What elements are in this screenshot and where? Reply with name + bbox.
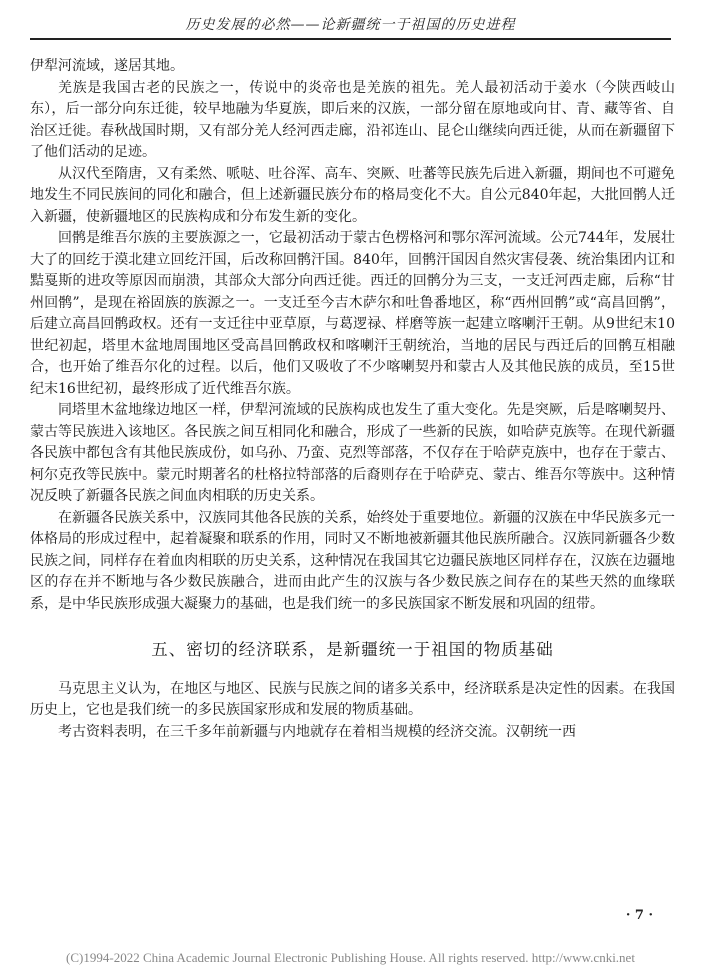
- article-body: [30, 56, 675, 743]
- paragraph-7: 考古资料表明，在三千多年前新疆与内地就存在着相当规模的经济交流。汉朝统一西: [58, 723, 576, 740]
- copyright-footer: (C)1994-2022 China Academic Journal Electronic Publishing House. All rights reserved. http://www.cnki.net: [66, 950, 635, 965]
- section-heading: 五、密切的经济联系，是新疆统一于祖国的物质基础: [151, 640, 554, 659]
- paragraph-5: 在新疆各民族关系中，汉族同其他各民族的关系，始终处于重要地位。新疆的汉族在中华民族多元一体格局的形成过程中，起着凝聚和联系的作用，同时又不断地被新疆其他民族所融合。汉族同新疆各少数民族之间，同样存在着血肉相联的历史关系，这种情况在我国其它边疆民族地区同样存在，汉族在边疆地区的存在并不断地与各少数民族融合，进而由此产生的汉族与各少数民族之间存在的某些天然的血缘联系，是中华民族形成强大凝聚力的基础，也是我们统一的多民族国家不断发展和巩固的纽带。: [30, 509, 675, 612]
- paragraph-2: 从汉代至隋唐，又有柔然、哌哒、吐谷浑、高车、突厥、吐蕃等民族先后进入新疆，期间也不可避免地发生不同民族间的同化和融合，但上述新疆民族分布的格局变化不大。自公元840年起，大批回鹘人迁入新疆，使新疆地区的民族构成和分布发生新的变化。: [30, 165, 675, 225]
- paragraph-0: 伊犁河流域，遂居其地。: [30, 58, 184, 74]
- paragraph-1: 羌族是我国古老的民族之一，传说中的炎帝也是羌族的祖先。羌人最初活动于姜水（今陕西岐山东），后一部分向东迁徙，较早地融为华夏族，即后来的汉族，一部分留在原地或向甘、青、藏等省、自治区迁徙。春秋战国时期，又有部分羌人经河西走廊，沿祁连山、昆仑山继续向西迁徙，从而在新疆留下了他们活动的足迹。: [30, 79, 675, 160]
- running-header: 历史发展的必然——论新疆统一于祖国的历史进程: [30, 12, 671, 40]
- paragraph-6: 马克思主义认为，在地区与地区、民族与民族之间的诸多关系中，经济联系是决定性的因素。在我国历史上，它也是我们统一的多民族国家形成和发展的物质基础。: [30, 680, 675, 718]
- paragraph-3: 回鹘是维吾尔族的主要族源之一，它最初活动于蒙古色楞格河和鄂尔浑河流域。公元744年，发展壮大了的回纥于漠北建立回纥汗国，后改称回鹘汗国。840年，回鹘汗国因自然灾害侵袭、统治集团内讧和黠戛斯的进攻等原因而崩溃，其部众大部分向西迁徙。西迁的回鹘分为三支，一支迁河西走廊，后称“甘州回鹘”，是现在裕固族的族源之一。一支迁至今吉木萨尔和吐鲁番地区，称“西州回鹘”或“高昌回鹘”，后建立高昌回鹘政权。还有一支迁往中亚草原，与葛逻禄、样磨等族一起建立喀喇汗王朝。从9世纪末10世纪初起，塔里木盆地周围地区受高昌回鹘政权和喀喇汗王朝统治，当地的居民与西迁后的回鹘互相融合，也开始了维吾尔化的过程。以后，他们又吸收了不少喀喇契丹和蒙古人及其他民族的成员，至15世纪末16世纪初，最终形成了近代维吾尔族。: [30, 230, 675, 397]
- paragraph-4: 同塔里木盆地缘边地区一样，伊犁河流域的民族构成也发生了重大变化。先是突厥，后是喀喇契丹、蒙古等民族进入该地区。各民族之间互相同化和融合，形成了一些新的民族，如哈萨克族等。在现代新疆各民族中都包含有其他民族成份，如乌孙、乃蛮、克烈等部落，不仅存在于哈萨克族中，也存在于蒙古、柯尔克孜等民族中。蒙元时期著名的杜格拉特部落的后裔则存在于哈萨克、蒙古、维吾尔等族中。这种情况反映了新疆各民族之间血肉相联的历史关系。: [30, 402, 675, 504]
- page-number: · 7 ·: [625, 908, 653, 923]
